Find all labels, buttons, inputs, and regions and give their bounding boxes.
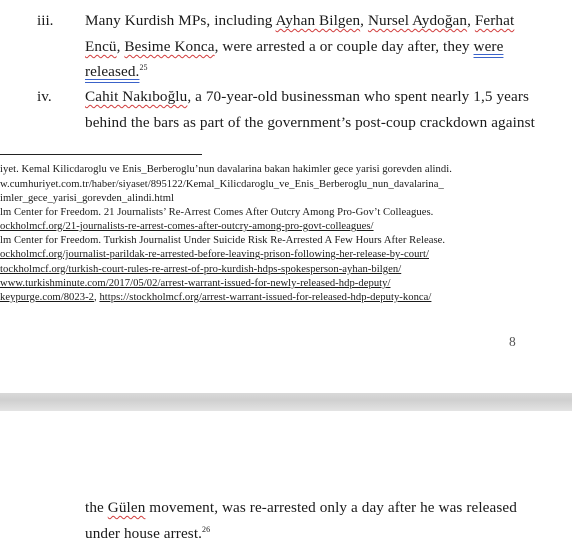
footnote-link[interactable]: www.turkishminute.com/2017/05/02/arrest-warrant-issued-for-newly-released-hdp-deputy/	[0, 278, 391, 289]
name-cahit-nakiboglu[interactable]: Cahit Nakıboğlu	[85, 88, 188, 105]
page-number: 8	[509, 334, 516, 349]
footnote-line: iyet. Kemal Kilicdaroglu ve Enis_Berberoglu’nun davalarina bakan hakimler gece yarisi gorevden alindi.	[0, 164, 452, 175]
footnote-line: w.cumhuriyet.com.tr/haber/siyaset/895122/Kemal_Kilicdaroglu_ve_Enis_Berberoglu_nun_davalarina_	[0, 179, 444, 190]
list-marker-iii: iii.	[37, 12, 54, 29]
page-break-gap	[0, 393, 572, 411]
footnote-link[interactable]: https://stockholmcf.org/arrest-warrant-issued-for-released-hdp-deputy-konca/	[99, 292, 432, 303]
name-ayhan-bilgen[interactable]: Ayhan Bilgen	[275, 12, 361, 29]
item-iii-line-1: Many Kurdish MPs, including Ayhan Bilgen, Nursel Aydoğan, Ferhat	[85, 12, 515, 29]
item-iii-line-3	[85, 63, 148, 81]
footnote-ref-26[interactable]: 26	[202, 525, 211, 534]
footnote-ref-25[interactable]: 25	[139, 63, 148, 72]
name-gulen[interactable]: Gülen	[107, 499, 146, 516]
footnote-line: lm Center for Freedom. Turkish Journalist Under Suicide Risk Re-Arrested A Few Hours After Release.	[0, 235, 446, 246]
footnote-link[interactable]: tockholmcf.org/turkish-court-rules-re-arrest-of-pro-kurdish-hdps-spokesperson-ayhan-bilgen/	[0, 264, 402, 275]
footnote-line: imler_gece_yarisi_gorevden_alindi.html	[0, 193, 174, 204]
footnote-line: lm Center for Freedom. 21 Journalists’ Re-Arrest Comes After Outcry Among Pro-Gov’t Colleagues.	[0, 207, 434, 218]
grammar-flag-released[interactable]: released.	[85, 63, 140, 80]
footnote-link[interactable]: ockholmcf.org/journalist-parildak-re-arrested-before-leaving-prison-following-her-release-by-court/	[0, 249, 429, 260]
grammar-flag-were[interactable]: were	[473, 38, 504, 55]
footnote-link[interactable]: keypurge.com/8023-2	[0, 292, 95, 303]
item-iii-line-2: Encü, Besime Konca, were arrested a or couple day after, they were	[85, 38, 504, 55]
name-encu[interactable]: Encü	[85, 38, 117, 55]
continuation-line-1: the Gülen movement, was re-arrested only a day after he was released	[85, 499, 517, 516]
footnote-link[interactable]: ockholmcf.org/21-journalists-re-arrest-comes-after-outcry-among-pro-govt-colleagues/	[0, 221, 374, 232]
name-besime-konca[interactable]: Besime Konca	[124, 38, 215, 55]
continuation-line-2: under house arrest.$^{26}$	[85, 525, 211, 542]
list-marker-iv: iv.	[37, 88, 52, 105]
footnote-separator	[0, 154, 202, 155]
item-iv-line-1: Cahit Nakıboğlu, a 70-year-old businessman who spent nearly 1,5 years	[85, 88, 529, 105]
name-nursel-aydogan[interactable]: Nursel Aydoğan	[367, 12, 468, 29]
document-page-9	[0, 411, 572, 547]
footnote-line: keypurge.com/8023-2, https://stockholmcf.org/arrest-warrant-issued-for-released-hdp-deputy-konca/	[0, 292, 432, 303]
name-ferhat[interactable]: Ferhat	[474, 12, 515, 29]
item-iv-line-2: behind the bars as part of the government’s post-coup crackdown against	[85, 114, 535, 131]
